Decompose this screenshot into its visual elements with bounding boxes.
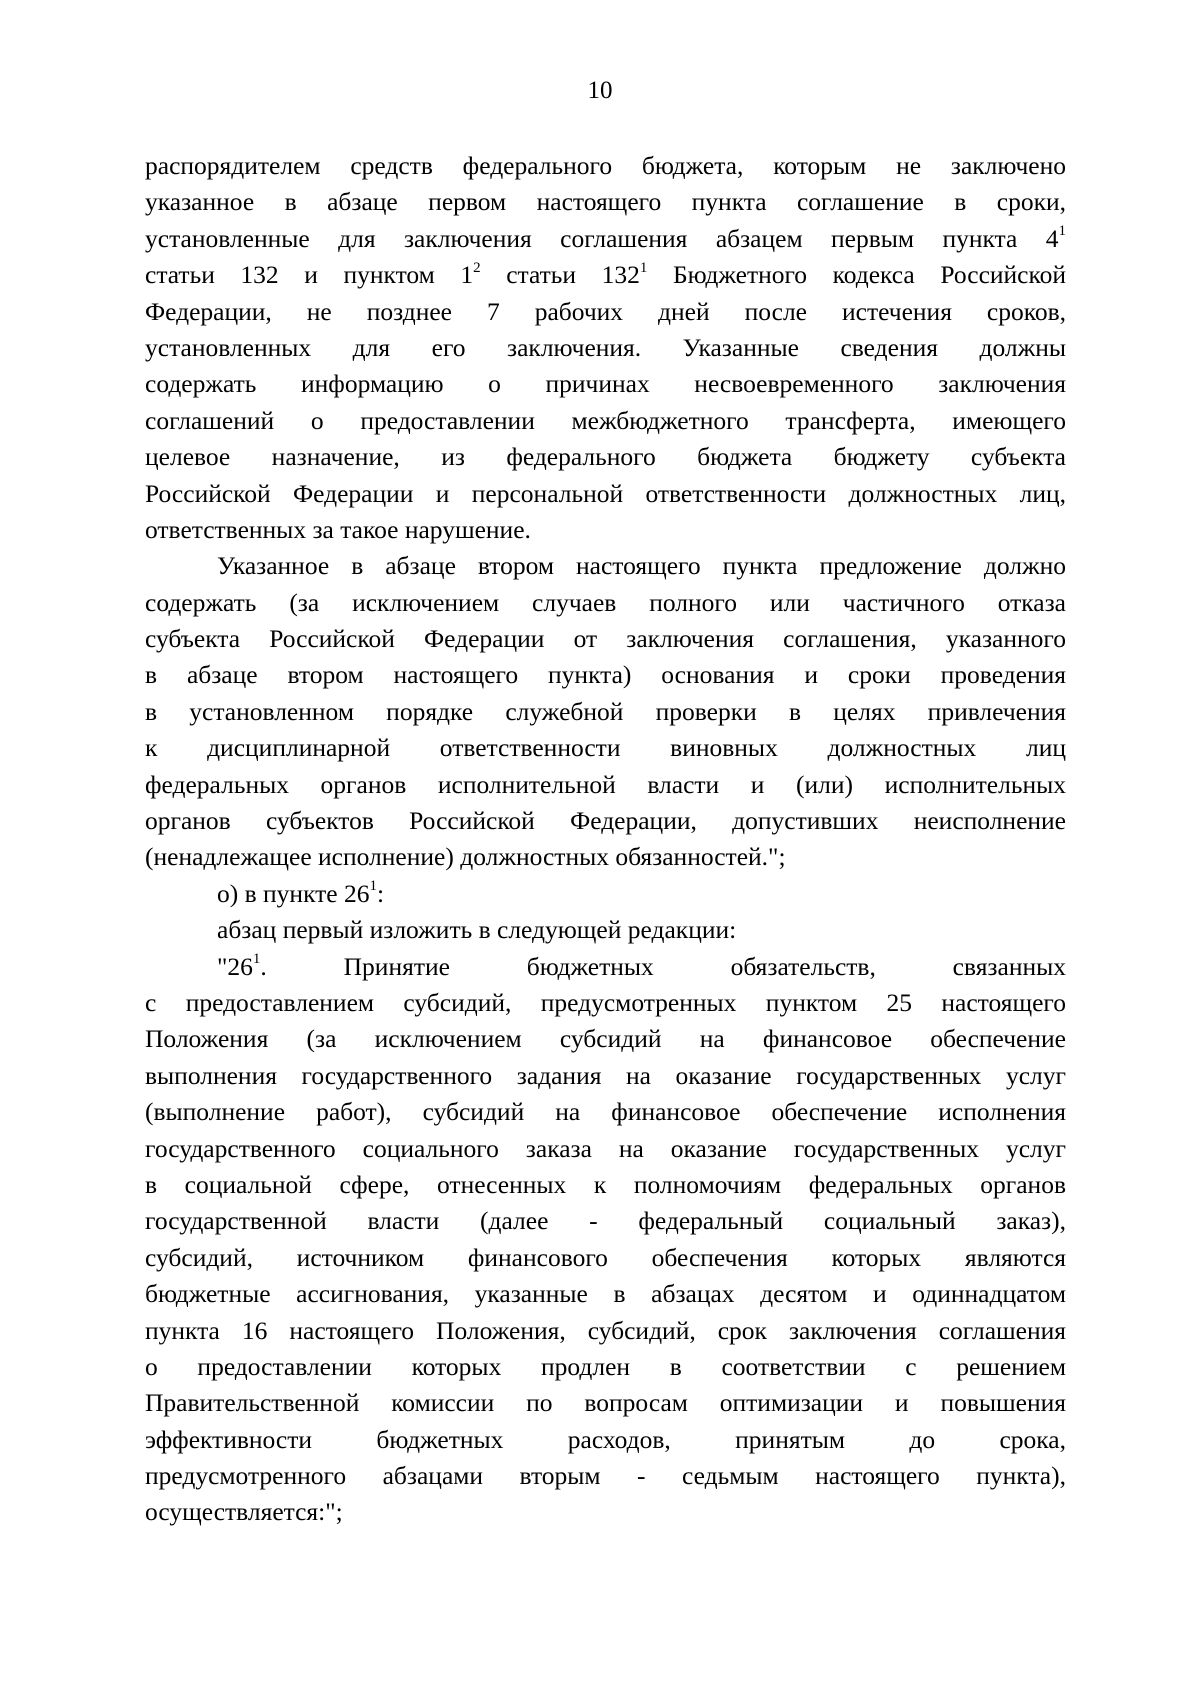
text-line — [145, 1167, 1066, 1203]
text-segment: ответственных за такое нарушение. — [145, 514, 531, 544]
text-segment: с предоставлением субсидий, предусмотренных пунктом 25 настоящего — [145, 987, 1066, 1017]
text-line — [145, 1094, 1066, 1130]
text-line — [145, 330, 1066, 366]
text-segment: органов субъектов Российской Федерации, допустивших неисполнение — [145, 806, 1066, 836]
text-segment: к дисциплинарной ответственности виновных должностных лиц — [145, 733, 1066, 763]
text-line — [145, 767, 1066, 803]
text-line — [145, 257, 1066, 293]
document-body — [145, 148, 1066, 1531]
text-segment: абзац первый изложить в следующей редакции: — [217, 915, 737, 945]
text-segment: распорядителем средств федерального бюджета, которым не заключено — [145, 151, 1066, 180]
text-segment: содержать информацию о причинах несвоевременного заключения — [145, 369, 1066, 399]
text-segment: . Принятие бюджетных обязательств, связанных — [260, 951, 1066, 981]
text-segment: о предоставлении которых продлен в соответствии с решением — [145, 1351, 1066, 1381]
text-segment: эффективности бюджетных расходов, принятым до срока, — [145, 1424, 1066, 1454]
text-segment: Указанное в абзаце втором настоящего пункта предложение должно — [217, 551, 1066, 581]
text-line — [145, 1313, 1066, 1349]
text-segment: "26 — [217, 951, 253, 981]
text-segment: статьи 132 и пунктом 1 — [145, 260, 474, 290]
text-line — [145, 730, 1066, 766]
text-segment: пункта 16 настоящего Положения, субсидий, срок заключения соглашения — [145, 1315, 1066, 1345]
text-line — [145, 1131, 1066, 1167]
text-line — [145, 912, 1066, 948]
text-segment: в абзаце втором настоящего пункта) основания и сроки проведения — [145, 660, 1066, 690]
text-segment: государственной власти (далее - федеральный социальный заказ), — [145, 1206, 1066, 1236]
superscript: 1 — [1058, 223, 1066, 240]
text-line — [145, 1240, 1066, 1276]
text-line — [145, 221, 1066, 257]
text-segment: Федерации, не позднее 7 рабочих дней после истечения сроков, — [145, 296, 1066, 326]
text-line — [145, 839, 1066, 875]
text-line — [145, 876, 1066, 912]
text-line — [145, 621, 1066, 657]
text-line — [145, 1276, 1066, 1312]
text-segment: о) в пункте 26 — [217, 878, 370, 908]
text-segment: (выполнение работ), субсидий на финансовое обеспечение исполнения — [145, 1097, 1066, 1127]
text-line — [145, 803, 1066, 839]
text-segment: государственного социального заказа на оказание государственных услуг — [145, 1133, 1066, 1163]
text-segment: установленные для заключения соглашения абзацем первым пункта 4 — [145, 223, 1059, 253]
text-segment: Правительственной комиссии по вопросам оптимизации и повышения — [145, 1388, 1066, 1418]
text-segment: содержать (за исключением случаев полного или частичного отказа — [145, 587, 1066, 617]
text-line — [145, 1349, 1066, 1385]
text-segment: осуществляется:"; — [145, 1497, 343, 1527]
text-line — [145, 585, 1066, 621]
text-line — [145, 1422, 1066, 1458]
text-line — [145, 366, 1066, 402]
text-segment: соглашений о предоставлении межбюджетного трансферта, имеющего — [145, 405, 1066, 435]
text-line — [145, 548, 1066, 584]
text-segment: указанное в абзаце первом настоящего пункта соглашение в сроки, — [145, 187, 1066, 217]
text-line — [145, 512, 1066, 548]
text-segment: субсидий, источником финансового обеспечения которых являются — [145, 1242, 1066, 1272]
superscript: 2 — [473, 259, 481, 276]
text-line — [145, 1021, 1066, 1057]
text-segment: : — [376, 878, 385, 908]
text-line — [145, 1203, 1066, 1239]
text-segment: Российской Федерации и персональной ответственности должностных лиц, — [145, 478, 1066, 508]
page-number: 10 — [587, 77, 613, 104]
text-segment: Положения (за исключением субсидий на финансовое обеспечение — [145, 1024, 1066, 1054]
text-line — [145, 148, 1066, 184]
text-segment: субъекта Российской Федерации от заключения соглашения, указанного — [145, 624, 1066, 654]
text-segment: статьи 132 — [480, 260, 640, 290]
text-line — [145, 1494, 1066, 1530]
text-line — [145, 476, 1066, 512]
text-line — [145, 1385, 1066, 1421]
text-line — [145, 439, 1066, 475]
superscript: 1 — [639, 259, 648, 276]
text-line — [145, 1058, 1066, 1094]
text-segment: предусмотренного абзацами вторым - седьмым настоящего пункта), — [145, 1461, 1066, 1491]
text-segment: в установленном порядке служебной проверки в целях привлечения — [145, 696, 1066, 726]
text-line — [145, 985, 1066, 1021]
text-line — [145, 657, 1066, 693]
text-segment: целевое назначение, из федерального бюджета бюджету субъекта — [145, 442, 1066, 472]
text-segment: Бюджетного кодекса Российской — [647, 260, 1066, 290]
text-line — [145, 184, 1066, 220]
text-segment: установленных для его заключения. Указанные сведения должны — [145, 332, 1066, 362]
text-line — [145, 694, 1066, 730]
text-segment: (ненадлежащее исполнение) должностных обязанностей."; — [145, 842, 786, 872]
text-segment: в социальной сфере, отнесенных к полномочиям федеральных органов — [145, 1169, 1066, 1199]
text-segment: федеральных органов исполнительной власти и (или) исполнительных — [145, 769, 1066, 799]
text-line — [145, 1458, 1066, 1494]
text-segment: бюджетные ассигнования, указанные в абзацах десятом и одиннадцатом — [145, 1279, 1066, 1309]
superscript: 1 — [252, 951, 261, 968]
text-segment: выполнения государственного задания на оказание государственных услуг — [145, 1060, 1066, 1090]
superscript: 1 — [369, 878, 377, 895]
text-line — [145, 949, 1066, 985]
text-line — [145, 294, 1066, 330]
text-line — [145, 403, 1066, 439]
